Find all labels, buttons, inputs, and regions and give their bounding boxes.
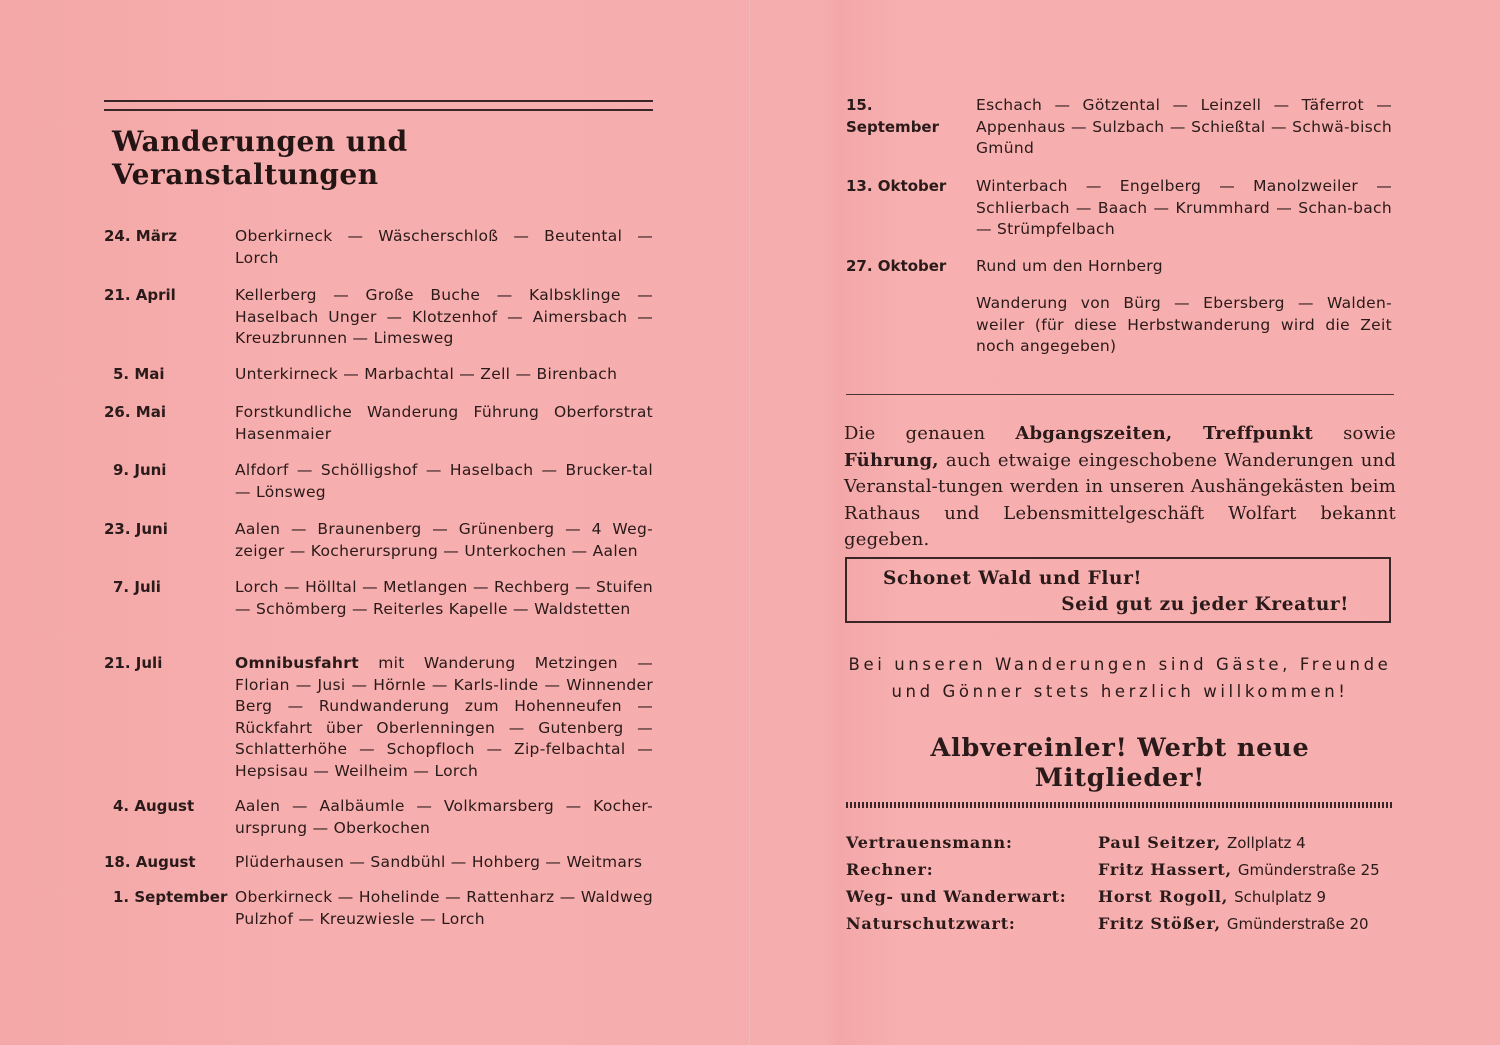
- event-date: 9. Juni: [113, 461, 167, 479]
- contact-role: Naturschutzwart:: [846, 914, 1016, 933]
- contact-role: Vertrauensmann:: [846, 833, 1013, 852]
- event-row: [104, 402, 664, 445]
- info-paragraph: [844, 421, 1396, 554]
- heading-double-rule: [104, 100, 653, 111]
- event-date: 21. April: [104, 286, 176, 304]
- event-row: [104, 285, 664, 350]
- event-route-text: mit Wanderung Metzingen — Florian — Jusi — Hörnle — Karls-linde — Winnender Berg — Rundwanderung zum Hohenneufen — Rückfahrt über Oberlenningen — Gutenberg — Schlatterhöhe — Schopfloch — Zip-felbachtal — Hepsisau — Weilheim — Lorch: [235, 654, 653, 780]
- event-route: [235, 653, 653, 782]
- event-date: 7. Juli: [113, 578, 161, 596]
- info-highlight: Führung,: [844, 449, 939, 471]
- event-route: Rund um den Hornberg: [976, 257, 1163, 275]
- event-row: [846, 256, 1406, 278]
- event-date: 27. Oktober: [846, 257, 947, 275]
- event-date: 21. Juli: [104, 654, 163, 672]
- event-date: 13. Oktober: [846, 177, 947, 195]
- event-route: Alfdorf — Schölligshof — Haselbach — Brucker-tal — Lönsweg: [235, 461, 653, 501]
- contact-row: [846, 887, 1406, 914]
- page-heading: Wanderungen und Veranstaltungen: [112, 125, 408, 191]
- welcome-line-2: und Gönner stets herzlich willkommen!: [891, 682, 1349, 701]
- contact-list: [846, 833, 1406, 941]
- contact-address: Gmünderstraße 25: [1237, 861, 1380, 879]
- event-route: Oberkirneck — Hohelinde — Rattenharz — Waldweg Pulzhof — Kreuzwiesle — Lorch: [235, 888, 653, 928]
- nature-motto-box: [845, 557, 1391, 623]
- contact-role: Weg- und Wanderwart:: [846, 887, 1067, 906]
- contact-row: [846, 833, 1406, 860]
- info-text: auch etwaige eingeschobene Wanderungen und Veranstal-tungen werden in unseren Aushängekästen beim Rathaus und Lebensmittelgeschäft Wolfart bekannt gegeben.: [844, 449, 1397, 550]
- section-divider: [846, 394, 1394, 395]
- fold-line: [748, 0, 751, 1045]
- event-date: 1. September: [113, 888, 228, 906]
- contact-row: [846, 914, 1406, 941]
- welcome-note: [844, 651, 1396, 705]
- event-route: Wanderung von Bürg — Ebersberg — Walden-weiler (für diese Herbstwanderung wird die Zeit noch angegeben): [976, 294, 1392, 355]
- contact-row: [846, 860, 1406, 887]
- info-text: Die genauen: [844, 423, 986, 444]
- event-row: [104, 796, 664, 839]
- contact-address: Zollplatz 4: [1226, 834, 1306, 852]
- motto-line-2: Seid gut zu jeder Kreatur!: [1061, 594, 1349, 615]
- event-row: [104, 887, 664, 930]
- contact-address: Schulplatz 9: [1234, 888, 1327, 906]
- event-row: [104, 653, 664, 782]
- contact-address: Gmünderstraße 20: [1226, 915, 1369, 933]
- event-date: 15. September: [846, 96, 939, 136]
- event-date: 18. August: [104, 853, 196, 871]
- event-row: [104, 460, 664, 503]
- event-route: Winterbach — Engelberg — Manolzweiler — Schlierbach — Baach — Krummhard — Schan-bach — Strümpfelbach: [976, 177, 1392, 238]
- info-highlight: Abgangszeiten, Treffpunkt: [1015, 423, 1314, 444]
- event-route: Oberkirneck — Wäscherschloß — Beutental — Lorch: [235, 227, 653, 267]
- contact-person: Fritz Hassert,: [1098, 860, 1232, 879]
- event-route: Plüderhausen — Sandbühl — Hohberg — Weitmars: [235, 853, 643, 871]
- event-date: 24. März: [104, 227, 177, 245]
- event-date: 5. Mai: [113, 365, 165, 383]
- info-text: sowie: [1343, 423, 1397, 444]
- event-row: [104, 577, 664, 620]
- contact-person: Paul Seitzer,: [1098, 833, 1221, 852]
- event-row: [104, 852, 664, 874]
- event-route: Aalen — Aalbäumle — Volkmarsberg — Kocher-ursprung — Oberkochen: [235, 797, 653, 837]
- contact-person: Horst Rogoll,: [1098, 887, 1229, 906]
- contact-name: [1098, 833, 1306, 852]
- membership-slogan: Albvereinler! Werbt neue Mitglieder!: [930, 733, 1310, 793]
- contact-role: Rechner:: [846, 860, 934, 879]
- event-date: 4. August: [113, 797, 195, 815]
- dotted-divider: [846, 802, 1394, 808]
- event-date: 23. Juni: [104, 520, 168, 538]
- event-highlight: Omnibusfahrt: [235, 654, 359, 672]
- event-route: Lorch — Hölltal — Metlangen — Rechberg — Stuifen — Schömberg — Reiterles Kapelle — Waldstetten: [235, 578, 653, 618]
- event-row: [104, 364, 664, 386]
- welcome-line-1: Bei unseren Wanderungen sind Gäste, Freunde: [848, 655, 1392, 674]
- event-route: Eschach — Götzental — Leinzell — Täferrot — Appenhaus — Sulzbach — Schießtal — Schwä-bisch Gmünd: [976, 96, 1392, 157]
- event-row: [104, 226, 664, 269]
- event-route: Aalen — Braunenberg — Grünenberg — 4 Weg-zeiger — Kocherursprung — Unterkochen — Aalen: [235, 520, 653, 560]
- event-row: [846, 293, 1406, 358]
- event-row: [104, 519, 664, 562]
- motto-line-1: Schonet Wald und Flur!: [883, 568, 1143, 589]
- contact-name: [1098, 860, 1380, 879]
- contact-person: Fritz Stößer,: [1098, 914, 1221, 933]
- event-route: Forstkundliche Wanderung Führung Oberforstrat Hasenmaier: [235, 403, 653, 443]
- contact-name: [1098, 914, 1369, 933]
- event-route: Unterkirneck — Marbachtal — Zell — Birenbach: [235, 365, 618, 383]
- event-route: Kellerberg — Große Buche — Kalbsklinge — Haselbach Unger — Klotzenhof — Aimersbach — Kreuzbrunnen — Limesweg: [235, 286, 653, 347]
- event-row: [846, 176, 1406, 241]
- event-date: 26. Mai: [104, 403, 166, 421]
- event-row: [846, 95, 1406, 160]
- contact-name: [1098, 887, 1326, 906]
